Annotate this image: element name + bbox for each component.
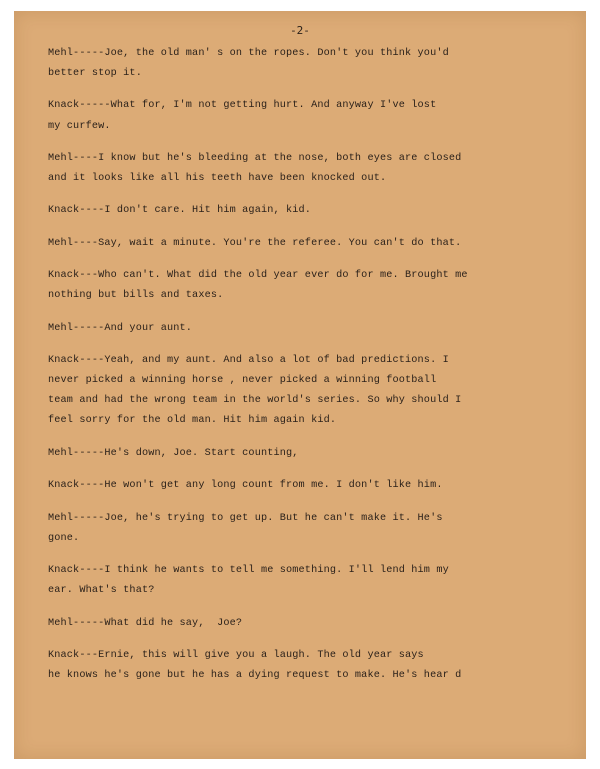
dialogue-line (48, 44, 568, 84)
page-number: -2- (290, 24, 310, 37)
dialogue-line (48, 561, 568, 601)
dialogue-line (48, 614, 568, 634)
text-line: my curfew. (48, 120, 111, 132)
dialogue-line (48, 201, 568, 221)
dialogue-line (48, 476, 568, 496)
text-line: Knack-----What for, I'm not getting hurt. And anyway I've lost (48, 100, 437, 112)
text-line: Knack----Yeah, and my aunt. And also a lot of bad predictions. I (48, 355, 449, 367)
text-line: better stop it. (48, 68, 142, 80)
text-line: Mehl----Say, wait a minute. You're the referee. You can't do that. (48, 237, 462, 249)
dialogue-line (48, 266, 568, 306)
text-line: never picked a winning horse , never picked a winning football (48, 375, 437, 387)
text-line: Knack---Who can't. What did the old year ever do for me. Brought me (48, 270, 468, 282)
text-line: ear. What's that? (48, 585, 155, 597)
dialogue-line (48, 509, 568, 549)
text-line: team and had the wrong team in the world's series. So why should I (48, 395, 462, 407)
text-line: Mehl----I know but he's bleeding at the nose, both eyes are closed (48, 152, 462, 164)
script-dialogue (48, 44, 568, 698)
dialogue-line (48, 149, 568, 189)
text-line: Mehl-----What did he say, Joe? (48, 617, 243, 629)
dialogue-line (48, 646, 568, 686)
text-line: Mehl-----Joe, the old man' s on the ropes. Don't you think you'd (48, 48, 449, 59)
dialogue-line (48, 319, 568, 339)
text-line: Mehl-----And your aunt. (48, 322, 193, 334)
text-line: Knack---Ernie, this will give you a laugh. The old year says (48, 649, 424, 661)
text-line: Mehl-----Joe, he's trying to get up. But he can't make it. He's (48, 512, 443, 524)
text-line: Knack----I think he wants to tell me something. I'll lend him my (48, 565, 449, 577)
dialogue-line (48, 444, 568, 464)
text-line: Knack----I don't care. Hit him again, kid. (48, 205, 312, 217)
dialogue-line (48, 234, 568, 254)
text-line: Mehl-----He's down, Joe. Start counting, (48, 447, 299, 459)
text-line: feel sorry for the old man. Hit him again kid. (48, 415, 337, 427)
text-line: and it looks like all his teeth have been knocked out. (48, 173, 387, 185)
text-line: Knack----He won't get any long count from me. I don't like him. (48, 480, 443, 492)
text-line: he knows he's gone but he has a dying request to make. He's hear d (48, 670, 462, 682)
dialogue-line (48, 351, 568, 431)
dialogue-line (48, 96, 568, 136)
typewritten-page (14, 11, 586, 759)
text-line: nothing but bills and taxes. (48, 290, 224, 302)
text-line: gone. (48, 532, 80, 544)
